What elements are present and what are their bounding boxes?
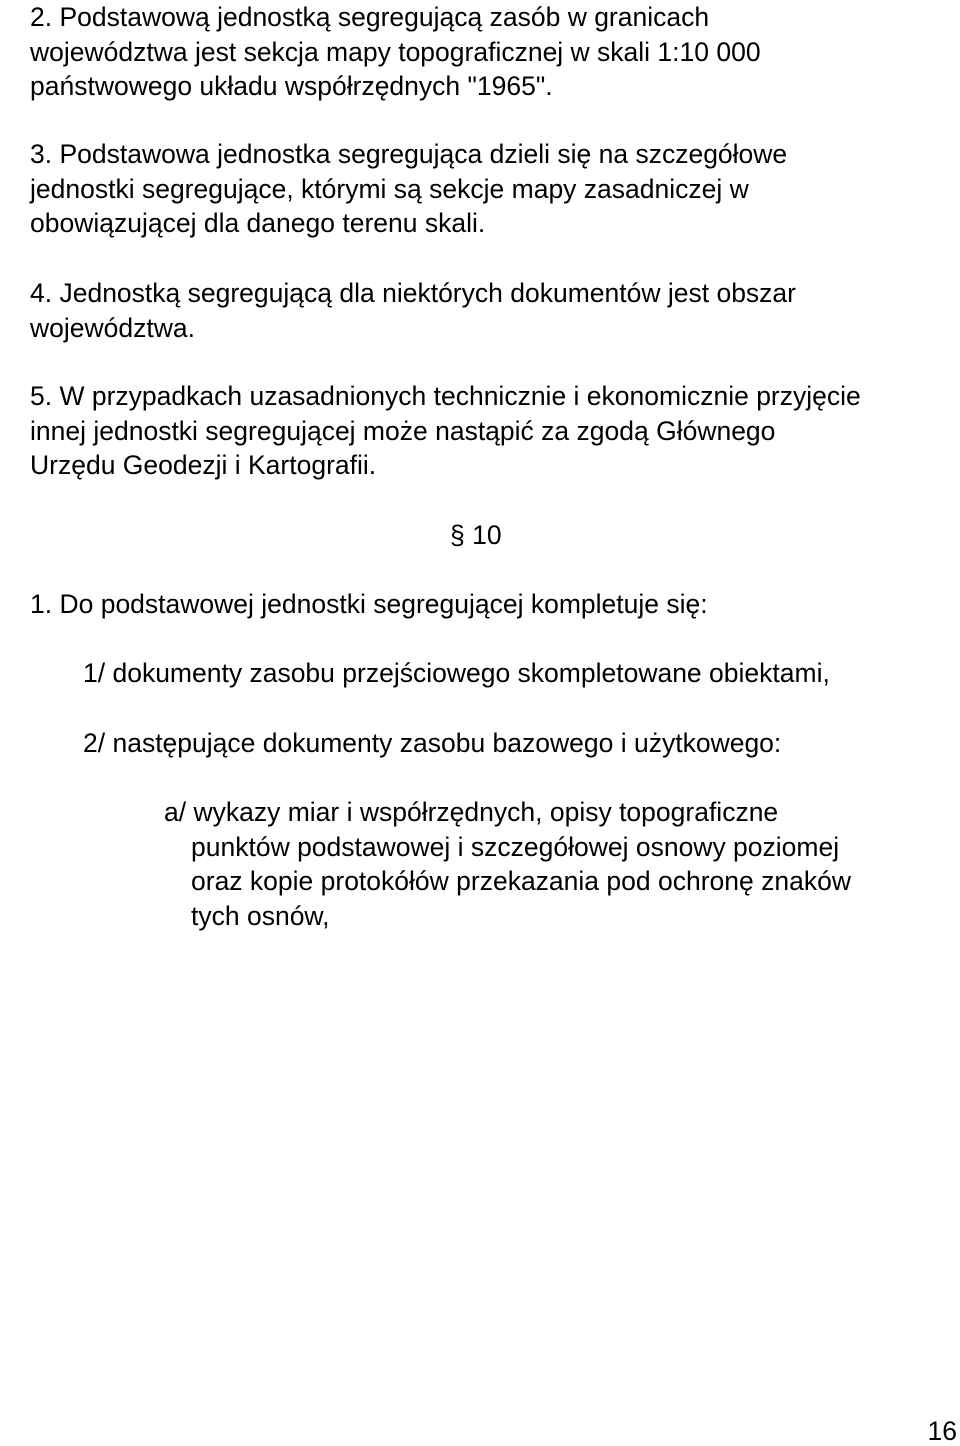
section-mark-text: § 10 bbox=[450, 520, 502, 550]
text-line: punktów podstawowej i szczegółowej osnowy poziomej bbox=[191, 831, 840, 862]
text-line: 1/ dokumenty zasobu przejściowego skompletowane obiektami, bbox=[83, 658, 830, 688]
paragraph-4 bbox=[30, 276, 796, 345]
text-line: województwa jest sekcja mapy topograficznej w skali 1:10 000 bbox=[30, 36, 761, 67]
text-line: 4. Jednostką segregującą dla niektórych dokumentów jest obszar bbox=[30, 278, 796, 308]
text-line: województwa. bbox=[30, 312, 195, 343]
list-item-1 bbox=[83, 656, 830, 691]
text-line: 1. Do podstawowej jednostki segregującej kompletuje się: bbox=[30, 589, 708, 619]
text-line: oraz kopie protokółów przekazania pod ochronę znaków bbox=[191, 866, 851, 896]
text-line: jednostki segregujące, którymi są sekcje mapy zasadniczej w bbox=[30, 173, 749, 204]
text-line: państwowego układu współrzędnych "1965". bbox=[30, 71, 553, 101]
text-line: 3. Podstawowa jednostka segregująca dzieli się na szczegółowe bbox=[30, 139, 788, 169]
text-line: Urzędu Geodezji i Kartografii. bbox=[30, 450, 377, 480]
section-paragraph-1 bbox=[30, 587, 708, 622]
text-line: tych osnów, bbox=[191, 900, 330, 931]
text-line: 2/ następujące dokumenty zasobu bazowego i użytkowego: bbox=[83, 728, 782, 758]
text-line: obowiązującej dla danego terenu skali. bbox=[30, 208, 486, 238]
text-line: a/ wykazy miar i współrzędnych, opisy topograficzne bbox=[164, 797, 779, 827]
sub-item-a bbox=[164, 795, 851, 933]
paragraph-2 bbox=[30, 0, 761, 104]
section-heading bbox=[450, 518, 502, 553]
text-line: 2. Podstawową jednostką segregującą zasób w granicach bbox=[30, 2, 710, 32]
list-item-2 bbox=[83, 726, 781, 761]
paragraph-5 bbox=[30, 379, 861, 483]
page-number: 16 bbox=[927, 1416, 957, 1446]
text-line: 5. W przypadkach uzasadnionych technicznie i ekonomicznie przyjęcie bbox=[30, 381, 861, 411]
text-line: innej jednostki segregującej może nastąpić za zgodą Głównego bbox=[30, 415, 776, 446]
paragraph-3 bbox=[30, 137, 787, 241]
